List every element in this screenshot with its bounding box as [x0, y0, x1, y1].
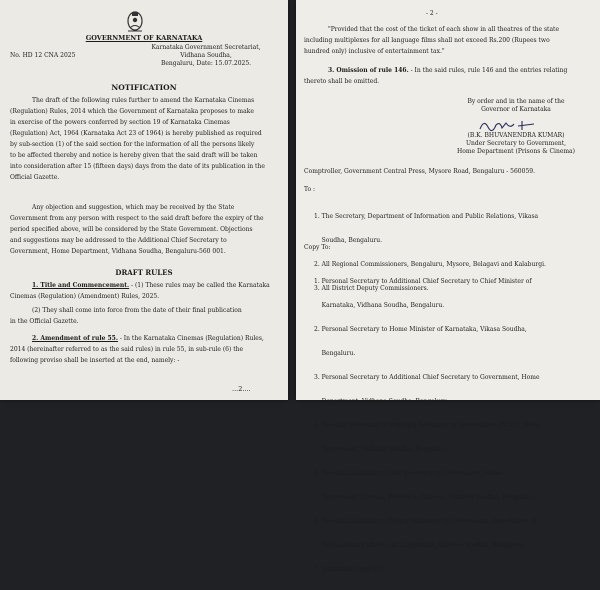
rule-1-line: (2) They shall come into force from the date of their final publication [32, 307, 242, 314]
para1-line: in exercise of the powers conferred by section 19 of Karnataka Cinemas [10, 119, 230, 126]
to-list-item: 3. All District Deputy Commissioners. [314, 285, 429, 292]
copy-list-item: 7. Additional Copy/SGF. [314, 566, 387, 573]
para2-line: Government from any person with respect to the said draft before the expiry of the [10, 215, 264, 222]
order-by-line: By order and in the name of the [467, 98, 565, 105]
to-list-item: Soudha, Bengaluru. [314, 237, 382, 244]
rule-2-heading: 2. Amendment of rule 55. [32, 335, 118, 342]
rule-3-heading: 3. Omission of rule 146. [328, 67, 409, 74]
rule-1-line: Cinemas (Regulation) (Amendment) Rules, 2025. [10, 293, 160, 300]
to-list-item: 1. The Secretary, Department of Information and Public Relations, Vikasa [314, 213, 539, 220]
para1-line: (Regulation) Act, 1964 (Karnataka Act 23 of 1964) is hereby published as required [10, 130, 262, 137]
copy-list-item: 4. Personal Secretary to Principal Secretary to Government (PCAS), Home [314, 422, 542, 429]
copy-to-label: Copy To: [304, 244, 331, 251]
order-by-line: Governor of Karnataka [481, 106, 551, 113]
rule-3 [304, 67, 567, 86]
copy-to-list [314, 262, 541, 590]
proviso-line: including multiplexes for all language films shall not exceed Rs.200 (Rupees two [304, 37, 550, 44]
para1-line: into consideration after 15 (fifteen days) days from the date of its publication in the [10, 163, 265, 170]
draft-rules-title: DRAFT RULES [115, 268, 173, 277]
rule-3-line: thereto shall be omitted. [304, 78, 380, 85]
government-heading: GOVERNMENT OF KARNATAKA [85, 34, 203, 42]
rule-1 [10, 282, 270, 326]
para1-line: by sub-section (1) of the said section for the information of all the persons likely [10, 141, 255, 148]
rule-3-text: - In the said rules, rule 146 and the entries relating [408, 67, 568, 74]
address-line-3: Bengaluru, Date: 15.07.2025. [160, 60, 252, 67]
to-label: To : [304, 186, 316, 193]
para1-line: Official Gazette. [10, 174, 60, 181]
order-by-block [446, 98, 586, 114]
address-line-2: Vidhana Soudha, [180, 52, 232, 59]
rule-2-text: - In the Karnataka Cinemas (Regulation) Rules, [117, 335, 264, 342]
proviso-line: "Provided that the cost of the ticket of each show in all theatres of the state [328, 26, 560, 33]
order-number: No. HD 12 CNA 2025 [10, 52, 76, 59]
copy-list-item: Karnataka, Vidhana Soudha, Bengaluru. [314, 302, 445, 309]
to-list-item: 2. All Regional Commissioners, Bengaluru, Mysore, Belagavi and Kalaburgi. [314, 261, 546, 268]
proviso-text [304, 26, 559, 56]
signatory-block [436, 132, 596, 156]
copy-list-item: 5. Personal Assistant to Joint Secretary to Government, Home [314, 470, 503, 477]
notification-page-2 [296, 0, 600, 573]
para1-line: The draft of the following rules further to amend the Karnataka Cinemas [32, 97, 255, 104]
objection-paragraph [10, 204, 264, 256]
rule-1-line: in the Official Gazette. [10, 318, 79, 325]
signature-image [478, 117, 538, 133]
copy-list-item: Parliamentary affairs and Legislation, Vidhana Soudha, Bengaluru. [314, 542, 526, 549]
address-line-1: Karnataka Government Secretariat, [151, 44, 261, 51]
copy-list-item: Department (Crimes, Prisons & Cinema), Vidhana Soudha, Bengaluru. [314, 494, 537, 501]
notification-title: NOTIFICATION [111, 83, 177, 92]
para1-line: to be affected thereby and notice is hereby given that the said draft will be taken [10, 152, 258, 159]
notification-page-1 [0, 0, 288, 400]
rule-2 [10, 335, 264, 365]
karnataka-emblem-icon [124, 8, 146, 32]
copy-list-item: 1. Personal Secretary to Additional Chief Secretary to Chief Minister of [314, 278, 532, 285]
copy-list-item: 3. Personal Secretary to Additional Chief Secretary to Government, Home [314, 374, 540, 381]
copy-list-item: Department, Vidhana Soudha, Bengaluru. [314, 446, 450, 453]
rule-2-line: following proviso shall be inserted at the end, namely: - [10, 357, 180, 364]
rule-1-heading: 1. Title and Commencement. [32, 282, 130, 289]
page-continuation-marker: ...2.... [232, 385, 251, 393]
copy-list-item: 2. Personal Secretary to Home Minister of Karnataka, Vikasa Soudha, [314, 326, 527, 333]
proviso-line: hundred only) inclusive of entertainment tax." [304, 48, 445, 55]
rule-2-line: 2014 (hereinafter referred to as the said rules) in rule 55, in sub-rule (6) the [10, 346, 244, 353]
para1-line: (Regulation) Rules, 2014 which the Government of Karnataka proposes to make [10, 108, 254, 115]
page-number: - 2 - [426, 10, 438, 17]
para2-line: period specified above, will be considered by the State Government. Objections [10, 226, 253, 233]
notification-paragraph [10, 97, 265, 182]
para2-line: Any objection and suggestion, which may be received by the State [32, 204, 235, 211]
para2-line: Government, Home Department, Vidhana Soudha, Bengaluru-560 001. [10, 248, 226, 255]
copy-list-item: 6. Personal Assistant to Deputy Secretary to Government, Department of [314, 518, 537, 525]
secretariat-address [136, 44, 276, 68]
copy-list-item: Department, Vidhana Soudha, Bengaluru. [314, 398, 450, 405]
signatory-designation: Under Secretary to Government, [465, 140, 567, 147]
signatory-name: (B.K. BHUVANENDRA KUMAR) [467, 132, 565, 139]
para2-line: and suggestions may be addressed to the Additional Chief Secretary to [10, 237, 227, 244]
comptroller-line: Comptroller, Government Central Press, Mysore Road, Bengaluru - 560059. [304, 168, 535, 175]
rule-1-text: - (1) These rules may be called the Karnataka [129, 282, 270, 289]
signatory-department: Home Department (Prisons & Cinema) [457, 148, 575, 155]
copy-list-item: Bengaluru. [314, 350, 356, 357]
